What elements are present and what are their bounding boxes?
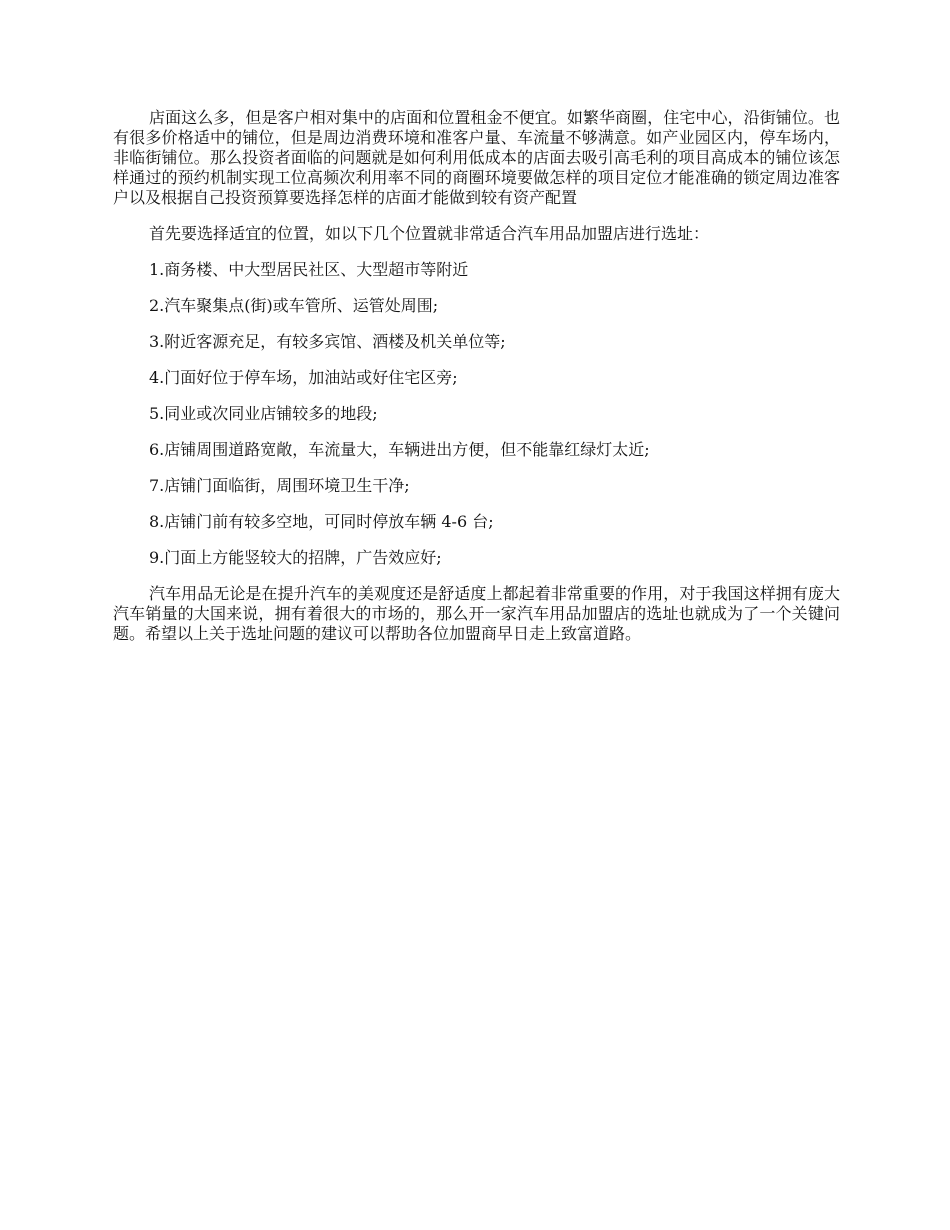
list-item: 8.店铺门前有较多空地，可同时停放车辆 4-6 台; [149,512,494,531]
list-item: 2.汽车聚集点(街)或车管所、运管处周围; [149,296,439,315]
list-item: 6.店铺周围道路宽敞，车流量大，车辆进出方便，但不能靠红绿灯太近; [149,440,650,459]
list-item: 1.商务楼、中大型居民社区、大型超市等附近 [149,260,469,279]
document-page [113,108,840,660]
list-item: 3.附近客源充足，有较多宾馆、酒楼及机关单位等; [149,332,506,351]
conclusion-paragraph: 汽车用品无论是在提升汽车的美观度还是舒适度上都起着非常重要的作用，对于我国这样拥有庞大汽车销量的大国来说，拥有着很大的市场的，那么开一家汽车用品加盟店的选址也就成为了一个关键问题。希望以上关于选址问题的建议可以帮助各位加盟商早日走上致富道路。 [113,584,840,643]
list-item: 7.店铺门面临街，周围环境卫生干净; [149,476,410,495]
list-item: 4.门面好位于停车场，加油站或好住宅区旁; [149,368,458,387]
intro-paragraph: 店面这么多，但是客户相对集中的店面和位置租金不便宜。如繁华商圈，住宅中心，沿街铺位。也有很多价格适中的铺位，但是周边消费环境和准客户量、车流量不够满意。如产业园区内，停车场内，非临街铺位。那么投资者面临的问题就是如何利用低成本的店面去吸引高毛利的项目高成本的铺位该怎样通过的预约机制实现工位高频次利用率不同的商圈环境要做怎样的项目定位才能准确的锁定周边准客户以及根据自己投资预算要选择怎样的店面才能做到较有资产配置 [113,108,840,207]
list-item: 9.门面上方能竖较大的招牌，广告效应好; [149,548,442,567]
list-item: 5.同业或次同业店铺较多的地段; [149,404,378,423]
lead-paragraph: 首先要选择适宜的位置，如以下几个位置就非常适合汽车用品加盟店进行选址： [149,224,710,243]
